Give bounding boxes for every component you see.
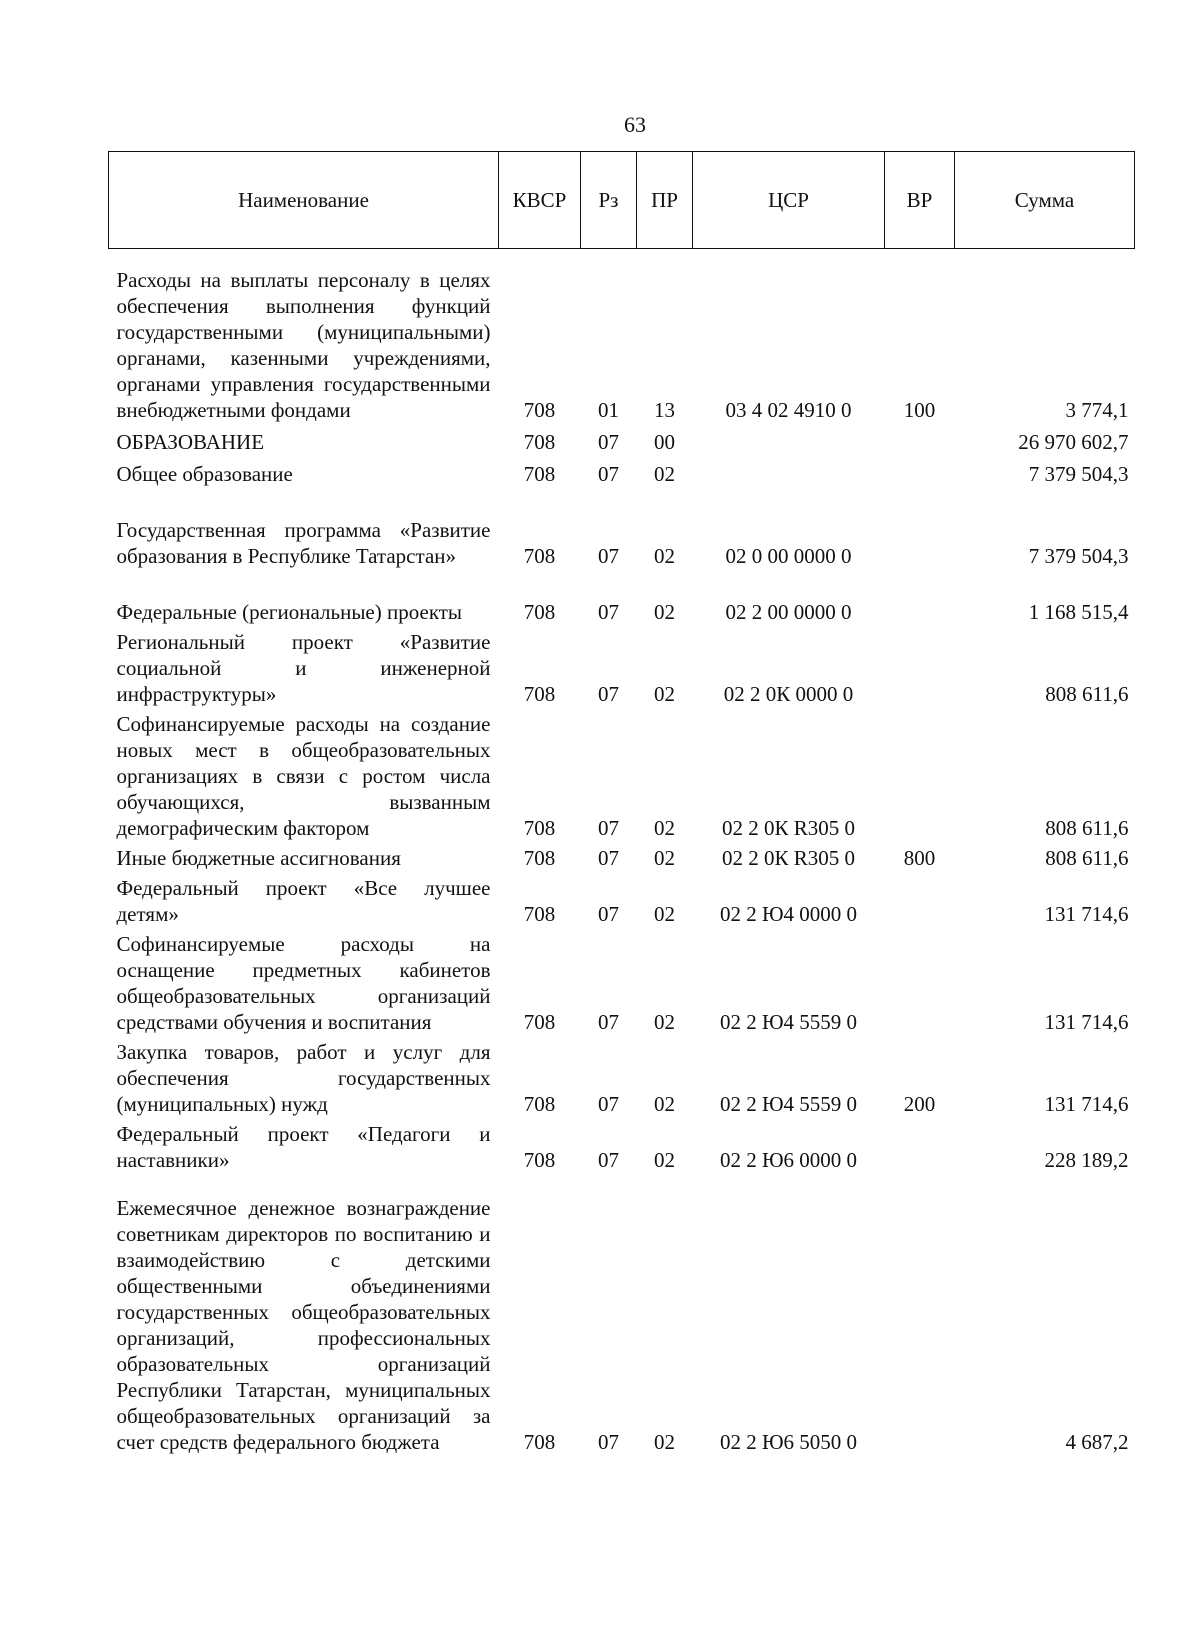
- row-pr: 02: [654, 845, 675, 870]
- row-name: Федеральные (региональные) проекты: [116, 599, 463, 624]
- row-vr: 200: [903, 1091, 936, 1116]
- row-vr: [885, 457, 955, 489]
- row-vr: [885, 1175, 955, 1457]
- budget-table: [108, 151, 1135, 1457]
- row-sum: 808 611,6: [1045, 815, 1129, 840]
- row-sum: 808 611,6: [1045, 845, 1129, 870]
- table-row: [109, 1175, 1135, 1457]
- row-csr: 02 2 0К 0000 0: [723, 681, 854, 706]
- row-sum: 131 714,6: [1044, 1009, 1129, 1034]
- row-pr: 02: [654, 461, 675, 486]
- row-sum: 7 379 504,3: [1028, 461, 1129, 486]
- row-csr: 02 2 Ю6 5050 0: [719, 1429, 858, 1454]
- row-kvsr: 708: [523, 1009, 556, 1034]
- row-name: Расходы на выплаты персоналу в целях обеспечения выполнения функций государственными (муниципальными) органами, казенными учреждениями, органами управления государственными внебюджетными фондами: [116, 267, 491, 422]
- row-pr: 02: [654, 599, 675, 624]
- row-vr: 800: [903, 845, 936, 870]
- row-vr: [885, 709, 955, 843]
- table-row: [109, 1037, 1135, 1119]
- table-row: [109, 489, 1135, 571]
- row-csr: 02 2 Ю6 0000 0: [719, 1147, 858, 1172]
- table-row: [109, 627, 1135, 709]
- header-kvsr: КВСР: [499, 152, 581, 249]
- row-rz: 07: [598, 815, 619, 840]
- row-rz: 07: [598, 1091, 619, 1116]
- row-sum: 26 970 602,7: [1018, 429, 1129, 454]
- table-row: [109, 1119, 1135, 1175]
- row-csr: 02 0 00 0000 0: [725, 543, 852, 568]
- row-pr: 02: [654, 1147, 675, 1172]
- row-pr: 02: [654, 1429, 675, 1454]
- row-name: Общее образование: [116, 461, 293, 486]
- row-vr: [885, 425, 955, 457]
- row-name: Федеральный проект «Все лучшее детям»: [116, 875, 491, 926]
- row-name: Иные бюджетные ассигнования: [116, 845, 401, 870]
- table-body: [109, 249, 1135, 1457]
- row-sum: 4 687,2: [1065, 1429, 1129, 1454]
- table-row: [109, 249, 1135, 425]
- row-pr: 02: [654, 681, 675, 706]
- row-kvsr: 708: [523, 1147, 556, 1172]
- row-kvsr: 708: [523, 429, 556, 454]
- row-rz: 07: [598, 429, 619, 454]
- row-pr: 02: [654, 543, 675, 568]
- table-row: [109, 571, 1135, 627]
- row-name: Ежемесячное денежное вознаграждение советникам директоров по воспитанию и взаимодействию с детскими общественными объединениями государственных общеобразовательных организаций, профессиональных образовательных организаций Республики Татарстан, муниципальных общеобразовательных организаций за счет средств федерального бюджета: [116, 1195, 491, 1454]
- row-kvsr: 708: [523, 543, 556, 568]
- row-csr: 02 2 00 0000 0: [725, 599, 852, 624]
- row-csr: 03 4 02 4910 0: [725, 397, 852, 422]
- row-sum: 3 774,1: [1065, 397, 1129, 422]
- row-csr: 02 2 Ю4 5559 0: [719, 1091, 858, 1116]
- row-rz: 07: [598, 1009, 619, 1034]
- row-pr: 02: [654, 815, 675, 840]
- row-rz: 07: [598, 845, 619, 870]
- row-name: Государственная программа «Развитие образования в Республике Татарстан»: [116, 517, 491, 568]
- table-row: [109, 425, 1135, 457]
- row-name: Софинансируемые расходы на создание новых мест в общеобразовательных организациях в связи с ростом числа обучающихся, вызванным демографическим фактором: [116, 711, 491, 840]
- row-sum: 808 611,6: [1045, 681, 1129, 706]
- table-row: [109, 457, 1135, 489]
- header-name: Наименование: [109, 152, 499, 249]
- row-rz: 07: [598, 461, 619, 486]
- row-pr: 02: [654, 1091, 675, 1116]
- row-sum: 131 714,6: [1044, 901, 1129, 926]
- row-pr: 02: [654, 901, 675, 926]
- row-csr: [693, 425, 885, 457]
- row-sum: 1 168 515,4: [1028, 599, 1129, 624]
- row-csr: 02 2 Ю4 5559 0: [719, 1009, 858, 1034]
- row-rz: 07: [598, 599, 619, 624]
- row-name: Федеральный проект «Педагоги и наставники»: [116, 1121, 491, 1172]
- row-kvsr: 708: [523, 461, 556, 486]
- row-pr: 00: [654, 429, 675, 454]
- row-csr: 02 2 0К R305 0: [721, 845, 855, 870]
- row-vr: [885, 489, 955, 571]
- row-rz: 07: [598, 681, 619, 706]
- row-pr: 13: [654, 397, 675, 422]
- header-csr: ЦСР: [693, 152, 885, 249]
- row-rz: 07: [598, 1147, 619, 1172]
- row-sum: 228 189,2: [1044, 1147, 1129, 1172]
- row-sum: 131 714,6: [1044, 1091, 1129, 1116]
- row-pr: 02: [654, 1009, 675, 1034]
- row-name: ОБРАЗОВАНИЕ: [116, 429, 265, 454]
- table-row: [109, 709, 1135, 843]
- header-sum: Сумма: [955, 152, 1135, 249]
- row-vr: [885, 571, 955, 627]
- row-csr: 02 2 0К R305 0: [721, 815, 855, 840]
- row-kvsr: 708: [523, 901, 556, 926]
- row-name: Закупка товаров, работ и услуг для обеспечения государственных (муниципальных) нужд: [116, 1039, 491, 1116]
- row-vr: [885, 1119, 955, 1175]
- row-kvsr: 708: [523, 397, 556, 422]
- row-name: Региональный проект «Развитие социальной и инженерной инфраструктуры»: [116, 629, 491, 706]
- row-kvsr: 708: [523, 681, 556, 706]
- row-kvsr: 708: [523, 1091, 556, 1116]
- row-kvsr: 708: [523, 1429, 556, 1454]
- table-row: [109, 843, 1135, 873]
- row-kvsr: 708: [523, 815, 556, 840]
- table-row: [109, 873, 1135, 929]
- row-vr: 100: [903, 397, 936, 422]
- row-rz: 07: [598, 901, 619, 926]
- row-csr: [693, 457, 885, 489]
- table-header: [109, 152, 1135, 249]
- header-pr: ПР: [637, 152, 693, 249]
- row-rz: 07: [598, 1429, 619, 1454]
- header-vr: ВР: [885, 152, 955, 249]
- row-csr: 02 2 Ю4 0000 0: [719, 901, 858, 926]
- page-number: 63: [624, 112, 646, 137]
- header-rz: Рз: [581, 152, 637, 249]
- row-kvsr: 708: [523, 599, 556, 624]
- row-rz: 01: [598, 397, 619, 422]
- row-vr: [885, 627, 955, 709]
- table-row: [109, 929, 1135, 1037]
- row-rz: 07: [598, 543, 619, 568]
- row-kvsr: 708: [523, 845, 556, 870]
- row-name: Софинансируемые расходы на оснащение предметных кабинетов общеобразовательных организаций средствами обучения и воспитания: [116, 931, 491, 1034]
- row-sum: 7 379 504,3: [1028, 543, 1129, 568]
- row-vr: [885, 929, 955, 1037]
- row-vr: [885, 873, 955, 929]
